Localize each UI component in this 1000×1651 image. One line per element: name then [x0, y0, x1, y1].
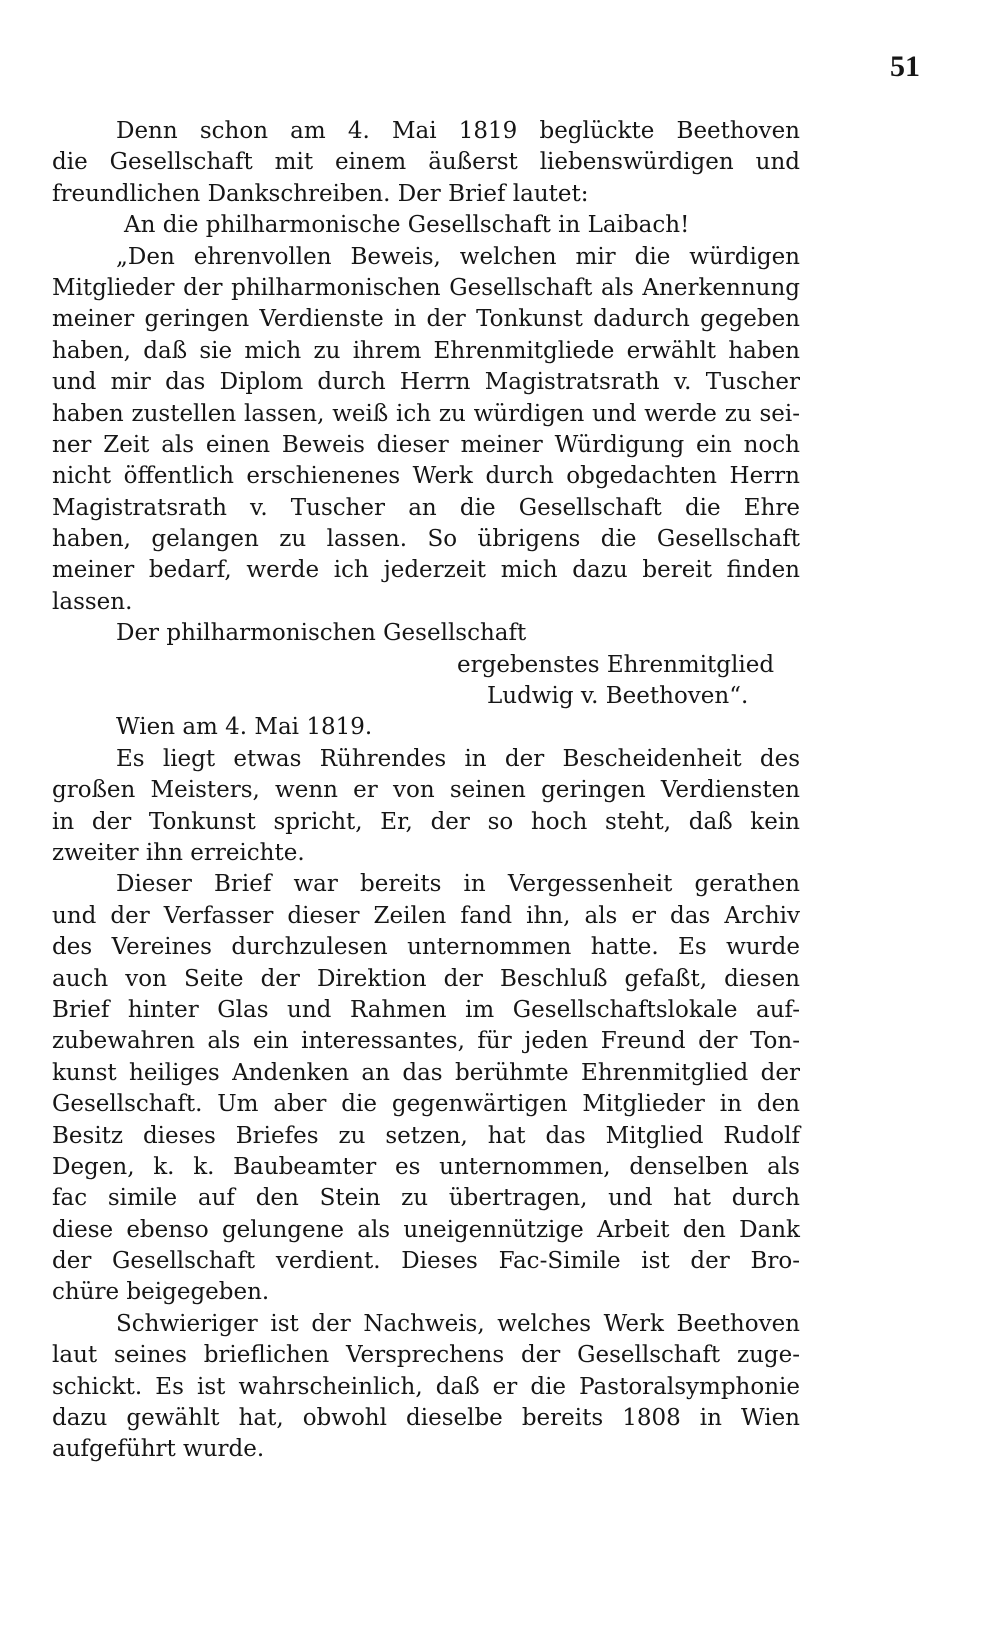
text-line: zubewahren als ein interessantes, für jeden Freund der Ton-	[52, 1028, 800, 1055]
text-line: lassen.	[52, 588, 133, 615]
text-line: Mitglieder der philharmonischen Gesellschaft als Anerkennung	[52, 274, 800, 301]
text-line: meiner bedarf, werde ich jederzeit mich dazu bereit finden	[52, 557, 800, 584]
text-line: Degen, k. k. Baubeamter es unternommen, denselben als	[52, 1153, 800, 1180]
text-line: diese ebenso gelungene als uneigennützige Arbeit den Dank	[52, 1216, 800, 1243]
text-line: meiner geringen Verdienste in der Tonkunst dadurch gegeben	[52, 306, 800, 333]
text-line: Der philharmonischen Gesellschaft	[116, 620, 527, 647]
text-line: Magistratsrath v. Tuscher an die Gesellschaft die Ehre	[52, 494, 800, 521]
text-line: zweiter ihn erreichte.	[52, 839, 305, 866]
text-line: haben, gelangen zu lassen. So übrigens die Gesellschaft	[52, 526, 800, 553]
text-line: Dieser Brief war bereits in Vergessenheit gerathen	[116, 871, 800, 898]
text-line: und der Verfasser dieser Zeilen fand ihn, als er das Archiv	[52, 902, 800, 929]
text-line: nicht öffentlich erschienenes Werk durch obgedachten Herrn	[52, 463, 800, 490]
text-line: kunst heiliges Andenken an das berühmte Ehrenmitglied der	[52, 1059, 800, 1086]
page-number: 51	[890, 50, 920, 83]
text-line: Gesellschaft. Um aber die gegenwärtigen Mitglieder in den	[52, 1091, 800, 1118]
text-line: freundlichen Dankschreiben. Der Brief lautet:	[52, 180, 589, 207]
text-line: Wien am 4. Mai 1819.	[116, 714, 373, 741]
text-line: An die philharmonische Gesellschaft in Laibach!	[124, 212, 690, 239]
text-line: Ludwig v. Beethoven“.	[487, 683, 749, 710]
text-line: laut seines brieflichen Versprechens der Gesellschaft zuge-	[52, 1342, 800, 1369]
text-line: haben, daß sie mich zu ihrem Ehrenmitgliede erwählt haben	[52, 337, 800, 364]
text-line: des Vereines durchzulesen unternommen hatte. Es wurde	[52, 934, 800, 961]
text-line: auch von Seite der Direktion der Beschluß gefaßt, diesen	[52, 965, 800, 992]
text-line: schickt. Es ist wahrscheinlich, daß er die Pastoralsymphonie	[52, 1373, 800, 1400]
text-line: haben zustellen lassen, weiß ich zu würdigen und werde zu sei-	[52, 400, 800, 427]
text-line: ergebenstes Ehrenmitglied	[457, 651, 775, 678]
text-line: und mir das Diplom durch Herrn Magistratsrath v. Tuscher	[52, 369, 800, 396]
text-line: fac simile auf den Stein zu übertragen, und hat durch	[52, 1185, 800, 1212]
text-line: ner Zeit als einen Beweis dieser meiner Würdigung ein noch	[52, 431, 800, 458]
text-line: Es liegt etwas Rührendes in der Bescheidenheit des	[116, 745, 800, 772]
text-line: Brief hinter Glas und Rahmen im Gesellschaftslokale auf-	[52, 996, 800, 1023]
text-line: Denn schon am 4. Mai 1819 beglückte Beethoven	[116, 118, 800, 144]
text-line: der Gesellschaft verdient. Dieses Fac-Simile ist der Bro-	[52, 1248, 800, 1275]
text-line: in der Tonkunst spricht, Er, der so hoch steht, daß kein	[52, 808, 800, 835]
text-line: großen Meisters, wenn er von seinen geringen Verdiensten	[52, 777, 800, 804]
text-line: chüre beigegeben.	[52, 1279, 270, 1306]
text-line: Besitz dieses Briefes zu setzen, hat das Mitglied Rudolf	[52, 1122, 800, 1149]
text-line: „Den ehrenvollen Beweis, welchen mir die würdigen	[116, 243, 800, 270]
text-line: Schwieriger ist der Nachweis, welches Werk Beethoven	[116, 1310, 800, 1337]
text-line: dazu gewählt hat, obwohl dieselbe bereits 1808 in Wien	[52, 1405, 800, 1432]
text-line: aufgeführt wurde.	[52, 1436, 265, 1463]
text-line: die Gesellschaft mit einem äußerst liebenswürdigen und	[52, 149, 800, 176]
body-text	[52, 116, 800, 1466]
